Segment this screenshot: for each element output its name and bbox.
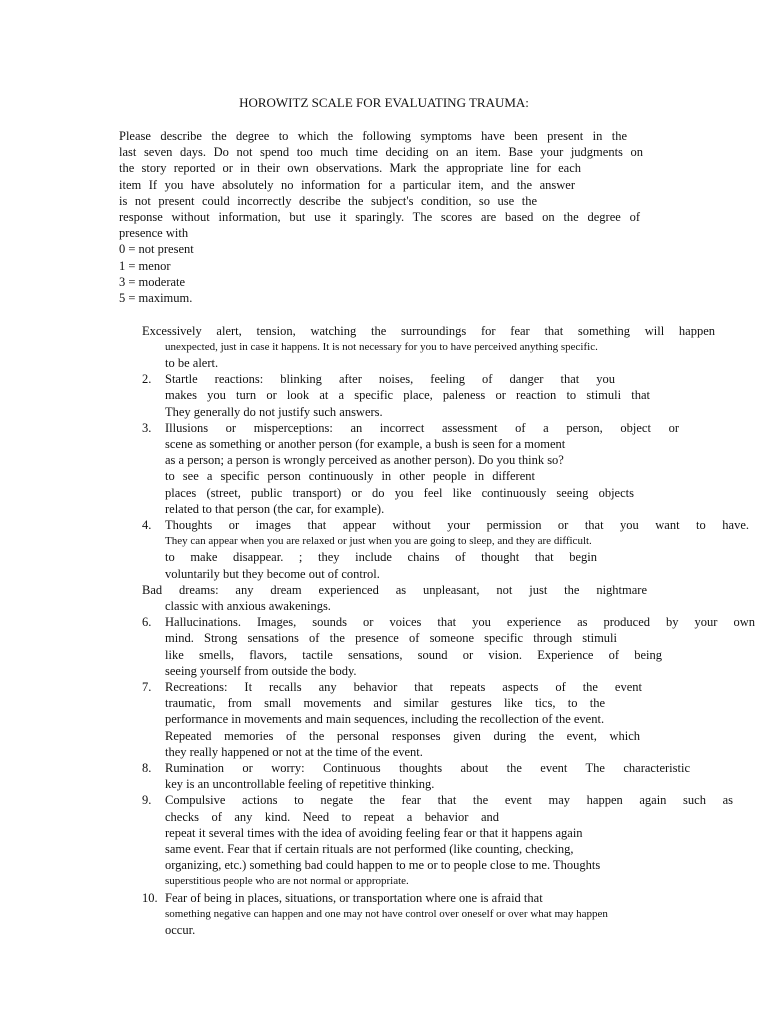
item-number: 6. [142,615,152,630]
intro-line: the story reported or in their own observations. Mark the appropriate line for each [119,161,581,176]
item-text-line: They generally do not justify such answers. [165,404,383,419]
list-item [0,614,768,679]
item-number: 9. [142,793,152,808]
item-text-line: They can appear when you are relaxed or just when you are going to sleep, and they are difficult. [165,535,592,548]
item-text-line: seeing yourself from outside the body. [165,663,357,678]
list-item [0,517,768,582]
item-text-line: repeat it several times with the idea of avoiding feeling fear or that it happens again [165,825,583,840]
list-item [0,792,768,889]
item-text-line: they really happened or not at the time of the event. [165,744,423,759]
item-text-line: occur. [165,923,196,938]
intro-line: last seven days. Do not spend too much time deciding on an item. Base your judgments on [119,145,643,160]
page-title: HOROWITZ SCALE FOR EVALUATING TRAUMA: [239,95,529,110]
intro-line: 0 = not present [119,242,194,257]
item-text-line: Thoughts or images that appear without your permission or that you want to have. [165,517,749,532]
intro-line: 5 = maximum. [119,291,193,306]
item-text-line: Illusions or misperceptions: an incorrect assessment of a person, object or [165,420,679,435]
item-text-line: something negative can happen and one may not have control over oneself or over what may happen [165,907,608,920]
item-text-line: Recreations: It recalls any behavior that repeats aspects of the event [165,679,642,694]
item-number: 2. [142,372,152,387]
item-text-line: performance in movements and main sequences, including the recollection of the event. [165,712,605,727]
intro-line: presence with [119,226,189,241]
item-text-line: scene as something or another person (for example, a bush is seen for a moment [165,436,566,451]
item-text-line: Fear of being in places, situations, or transportation where one is afraid that [165,890,543,905]
item-number: 4. [142,517,152,532]
item-text-line: mind. Strong sensations of the presence of someone specific through stimuli [165,631,617,646]
item-text-line: to make disappear. ; they include chains of thought that begin [165,550,597,565]
item-text-line: to see a specific person continuously in other people in different [165,469,535,484]
item-text-line: Repeated memories of the personal responses given during the event, which [165,728,640,743]
item-text-line: makes you turn or look at a specific place, paleness or reaction to stimuli that [165,388,650,403]
item-text-line: Compulsive actions to negate the fear that the event may happen again such as [165,793,733,808]
intro-line: response without information, but use it sparingly. The scores are based on the degree of [119,210,640,225]
item-number: 10. [142,890,158,905]
intro-paragraph [119,128,649,306]
symptom-list [0,323,768,939]
intro-line: Please describe the degree to which the following symptoms have been present in the [119,129,627,143]
list-item [0,371,768,420]
intro-line: item If you have absolutely no information for a particular item, and the answer [119,177,575,192]
list-item [0,679,768,760]
item-text-line: as a person; a person is wrongly perceived as another person). Do you think so? [165,453,564,468]
item-text-line: voluntarily but they become out of control. [165,566,380,581]
item-text-line: Rumination or worry: Continuous thoughts about the event The characteristic [165,760,690,775]
list-item [0,890,768,939]
intro-line: 3 = moderate [119,274,186,289]
item-text-line: same event. Fear that if certain rituals are not performed (like counting, checking, [165,842,574,856]
item-text-line: traumatic, from small movements and similar gestures like tics, to the [165,696,605,711]
item-number: 8. [142,760,152,775]
item-text-line: Startle reactions: blinking after noises, feeling of danger that you [165,372,615,387]
list-item [0,760,768,792]
item-text-line: key is an uncontrollable feeling of repetitive thinking. [165,777,435,792]
item-text-line: places (street, public transport) or do you feel like continuously seeing objects [165,485,634,500]
intro-line: 1 = menor [119,258,171,273]
item-text-line: related to that person (the car, for example). [165,501,385,516]
item-number: 7. [142,679,152,694]
item-text-line: superstitious people who are not normal or appropriate. [165,875,409,888]
item-text-line: Excessively alert, tension, watching the surroundings for fear that something will happen [142,323,715,338]
item-text-line: Hallucinations. Images, sounds or voices that you experience as produced by your own [165,615,755,630]
item-text-line: checks of any kind. Need to repeat a behavior and [165,809,499,824]
intro-line: is not present could incorrectly describe the subject's condition, so use the [119,193,537,208]
item-text-line: Bad dreams: any dream experienced as unpleasant, not just the nightmare [142,582,647,597]
list-item [0,420,768,517]
item-number: 3. [142,420,152,435]
item-text-line: like smells, flavors, tactile sensations, sound or vision. Experience of being [165,647,662,662]
item-text-line: to be alert. [165,355,219,370]
item-text-line: organizing, etc.) something bad could happen to me or to people close to me. Thoughts [165,858,601,873]
item-text-line: unexpected, just in case it happens. It is not necessary for you to have perceived anything specific. [165,340,598,353]
list-item [0,323,768,372]
item-text-line: classic with anxious awakenings. [165,598,331,613]
list-item [0,582,768,614]
